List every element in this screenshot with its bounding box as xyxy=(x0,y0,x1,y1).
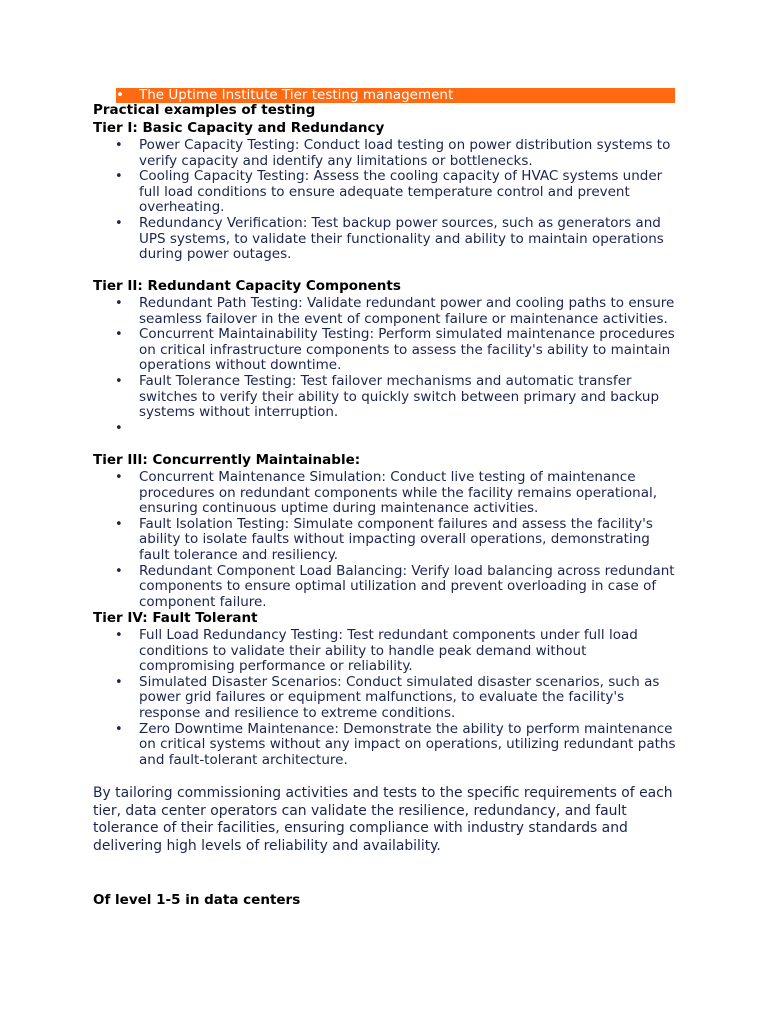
bullet-icon: • xyxy=(115,327,123,343)
tier-2-heading: Tier II: Redundant Capacity Components xyxy=(93,278,401,294)
bullet-icon: • xyxy=(115,215,123,231)
tier-1-heading: Tier I: Basic Capacity and Redundancy xyxy=(93,120,385,136)
list-item: • Fault Isolation Testing: Simulate component failures and assess the facility's ability to isolate faults without impacting overall operations, demonstrating fault tolerance and resiliency. xyxy=(115,515,653,563)
bullet-icon: • xyxy=(115,516,123,532)
list-item: • Zero Downtime Maintenance: Demonstrate the ability to perform maintenance on critical systems without any impact on operations, utilizing redundant paths and fault-tolerant architecture. xyxy=(115,720,676,768)
bullet-icon: • xyxy=(115,628,123,643)
tier-4-heading: Tier IV: Fault Tolerant xyxy=(93,610,258,626)
summary-paragraph: By tailoring commissioning activities and tests to the specific requirements of each tier, data center operators can validate the resilience, redundancy, and fault tolerance of their facilities, ensuring compliance with industry standards and delivering high levels of reliability and availability. xyxy=(93,785,673,854)
bullet-icon: • xyxy=(115,721,123,737)
list-item: • Redundancy Verification: Test backup power sources, such as generators and UPS systems, to validate their functionality and ability to maintain operations during power outages. xyxy=(115,214,664,263)
list-item: • Simulated Disaster Scenarios: Conduct simulated disaster scenarios, such as power grid failures or equipment malfunctions, to evaluate the facility's response and resilience to extreme conditions. xyxy=(115,673,660,721)
list-item: • Fault Tolerance Testing: Test failover mechanisms and automatic transfer switches to verify their ability to quickly switch between primary and backup systems without interruption. xyxy=(115,372,660,421)
tier-2-list xyxy=(93,296,683,436)
bullet-icon: • xyxy=(115,563,123,579)
list-item: • Concurrent Maintainability Testing: Perform simulated maintenance procedures on critical infrastructure components to assess the facility's ability to maintain operations without downtime. xyxy=(115,326,675,374)
tier-1-list xyxy=(93,138,683,263)
tier-3-heading: Tier III: Concurrently Maintainable: xyxy=(93,452,361,468)
highlighted-list-item xyxy=(116,88,675,103)
bullet-icon: • xyxy=(115,373,123,389)
list-item: • Redundant Component Load Balancing: Verify load balancing across redundant components to ensure optimal utilization and prevent overloading in case of component failure. xyxy=(115,562,675,610)
list-item-empty xyxy=(93,421,683,437)
bullet-icon: • xyxy=(115,138,123,153)
bullet-icon: • xyxy=(115,674,123,690)
intro-heading: Practical examples of testing xyxy=(93,102,316,118)
bullet-icon: • xyxy=(115,296,123,311)
list-item: • Redundant Path Testing: Validate redundant power and cooling paths to ensure seamless failover in the event of component failure or maintenance activities. xyxy=(115,295,675,327)
bullet-icon: • xyxy=(116,88,124,103)
list-item: • Cooling Capacity Testing: Assess the cooling capacity of HVAC systems under full load conditions to ensure adequate temperature control and prevent overheating. xyxy=(115,168,663,216)
bullet-icon: • xyxy=(115,420,123,436)
tier-3-list xyxy=(93,470,683,610)
list-item: • Concurrent Maintenance Simulation: Conduct live testing of maintenance procedures on redundant components while the facility remains operational, ensuring continuous uptime during maintenance activities. xyxy=(115,469,658,517)
bullet-icon: • xyxy=(115,169,123,185)
tier-4-list xyxy=(93,628,683,768)
list-item: • Full Load Redundancy Testing: Test redundant components under full load conditions to validate their ability to handle peak demand without compromising performance or reliability. xyxy=(115,627,638,675)
highlighted-item-text: The Uptime Institute Tier testing management xyxy=(139,88,454,103)
list-item: • Power Capacity Testing: Conduct load testing on power distribution systems to verify capacity and identify any limitations or bottlenecks. xyxy=(115,137,671,169)
bullet-icon: • xyxy=(115,470,123,485)
final-heading: Of level 1-5 in data centers xyxy=(93,892,301,908)
